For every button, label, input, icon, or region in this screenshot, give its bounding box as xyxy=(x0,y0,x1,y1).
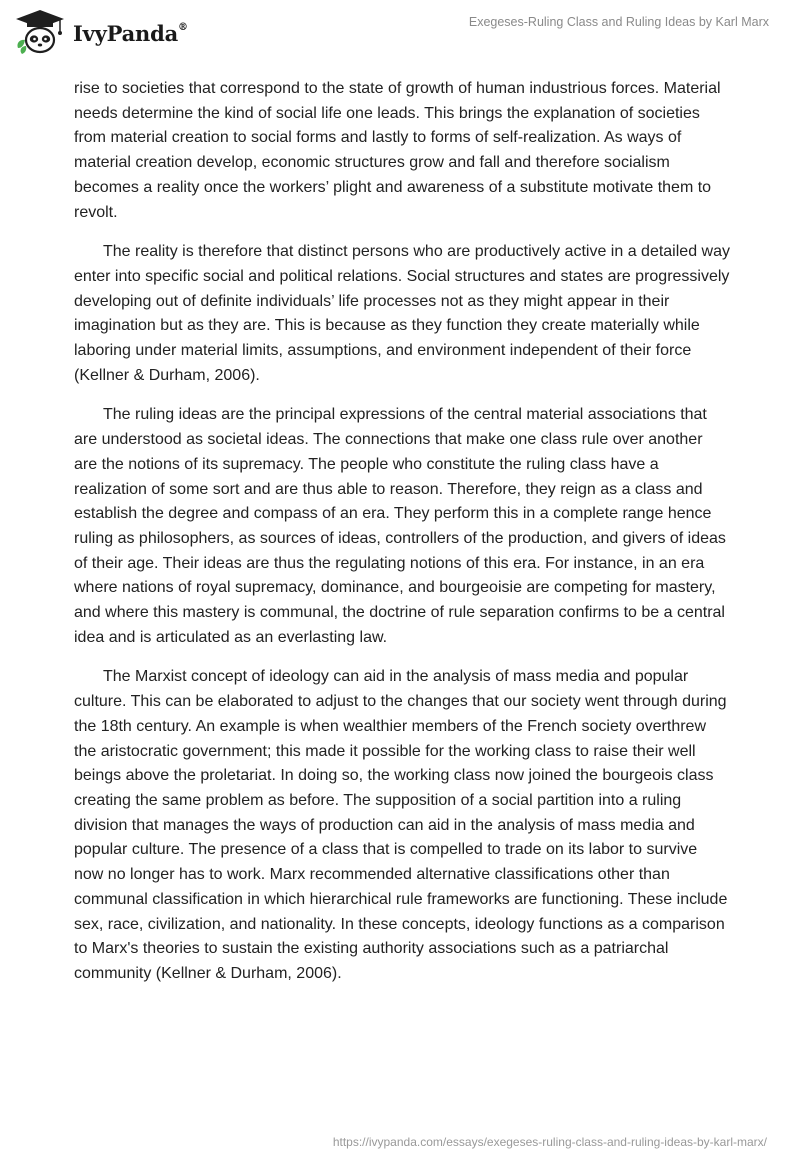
brand-name: IvyPanda® xyxy=(73,20,188,46)
paragraph: The Marxist concept of ideology can aid in the analysis of mass media and popular culture. This can be elaborated to adjust to the changes that our society went through during the 18th century. An example is when wealthier members of the French society overthrew the aristocratic government; this made it possible for the working class to raise their well beings above the proletariat. In doing so, the working class now joined the bourgeois class creating the same problem as before. The supposition of a social partition into a ruling division that manages the ways of production can aid in the analysis of mass media and popular culture. The presence of a class that is compelled to trade on its labor to survive now no longer has to work. Marx recommended alternative classifications other than communal classification in which hierarchical rule frameworks are functioning. These include sex, race, civilization, and nationality. In these concepts, ideology functions as a comparison to Marx's theories to sustain the existing authority associations such as a patriarchal community (Kellner & Durham, 2006). xyxy=(74,668,728,982)
paragraph: rise to societies that correspond to the state of growth of human industrious forces. Material needs determine the kind of social life one leads. This brings the explanation of societies from material creation to social forms and lastly to forms of self-realization. As ways of material creation develop, economic structures grow and fall and therefore socialism becomes a reality once the workers’ plight and awareness of a substitute motivate them to revolt. xyxy=(74,80,721,221)
page-header xyxy=(0,0,800,64)
source-url[interactable]: https://ivypanda.com/essays/exegeses-ruling-class-and-ruling-ideas-by-karl-marx/ xyxy=(332,1135,767,1149)
paragraph: The reality is therefore that distinct persons who are productively active in a detailed way enter into specific social and political relations. Social structures and states are progressively developing out of definite individuals’ life processes not as they might appear in their imagination but as they are. This is because as they function they create materially while laboring under material limits, assumptions, and environment independent of their force (Kellner & Durham, 2006). xyxy=(74,243,730,384)
paragraph: The ruling ideas are the principal expressions of the central material associations that are understood as societal ideas. The connections that make one class rule over another are the notions of its supremacy. The people who constitute the ruling class have a realization of some sort and are thus able to reason. Therefore, they reign as a class and establish the degree and compass of an era. They perform this in a complete range hence ruling as philosophers, as sources of ideas, controllers of the production, and givers of ideas of their age. Their ideas are thus the regulating notions of this era. For instance, in an era where nations of royal supremacy, dominance, and bourgeoisie are competing for mastery, and where this mastery is communal, the doctrine of rule separation confirms to be a central idea and is articulated as an everlasting law. xyxy=(74,406,726,646)
ivypanda-logo[interactable] xyxy=(14,8,188,56)
panda-graduate-icon xyxy=(14,8,66,56)
document-title: Exegeses-Ruling Class and Ruling Ideas by Karl Marx xyxy=(468,15,769,29)
essay-body xyxy=(74,77,730,1002)
